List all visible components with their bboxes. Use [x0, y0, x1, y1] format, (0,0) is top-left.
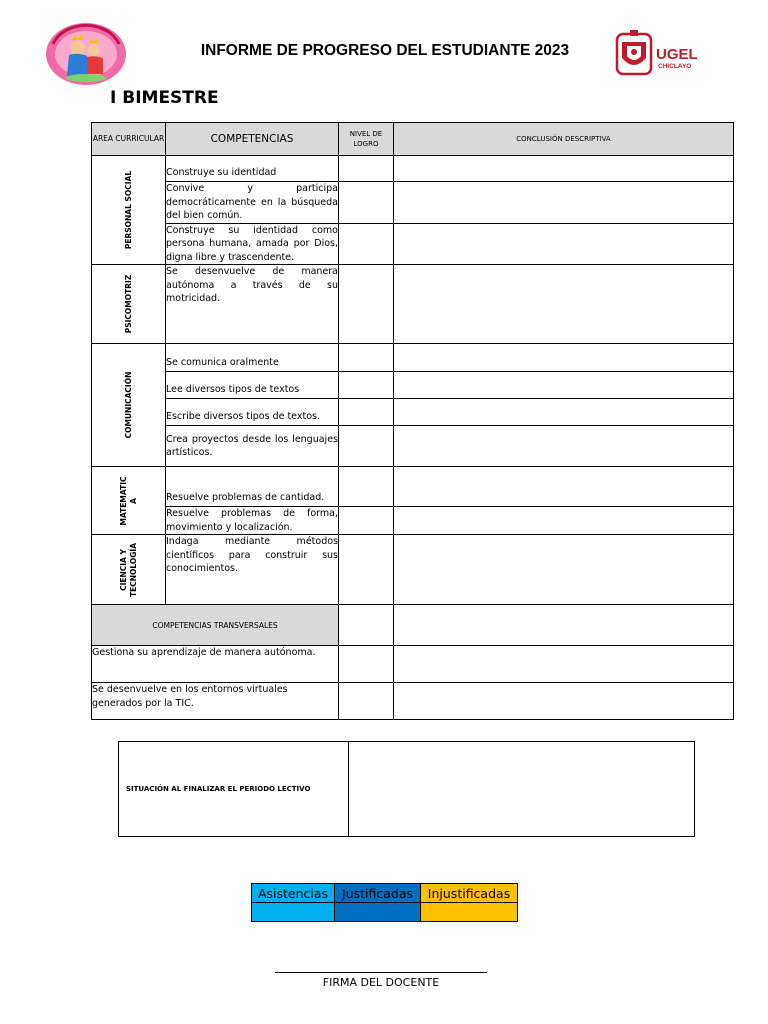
- area-psicomotriz: PSICOMOTRIZ: [92, 265, 166, 344]
- conclusion-cell[interactable]: [394, 156, 734, 182]
- competencia-cell: Lee diversos tipos de textos: [166, 372, 339, 399]
- table-row: [92, 646, 734, 683]
- conclusion-cell[interactable]: [394, 372, 734, 399]
- header-justificadas: Justificadas: [335, 884, 421, 903]
- area-personal-social: PERSONAL SOCIAL: [92, 156, 166, 265]
- nivel-cell[interactable]: [339, 344, 394, 372]
- signature-line: [275, 972, 487, 973]
- competencia-cell: Crea proyectos desde los lenguajes artísticos.: [166, 426, 339, 467]
- nivel-cell[interactable]: [339, 467, 394, 507]
- table-row: [92, 156, 734, 182]
- ugel-logo-subtext: CHICLAYO: [658, 63, 692, 70]
- nivel-cell[interactable]: [339, 156, 394, 182]
- attendance-table: [251, 883, 518, 922]
- conclusion-cell[interactable]: [394, 265, 734, 344]
- header-asistencias: Asistencias: [252, 884, 335, 903]
- nivel-cell[interactable]: [339, 605, 394, 646]
- table-row: [92, 683, 734, 720]
- table-row: [92, 223, 734, 265]
- conclusion-cell[interactable]: [394, 467, 734, 507]
- nivel-cell[interactable]: [339, 535, 394, 605]
- competencia-cell: Construye su identidad como persona humana, amada por Dios, digna libre y trascendente.: [166, 224, 338, 263]
- nivel-cell[interactable]: [339, 646, 394, 683]
- nivel-cell[interactable]: [339, 683, 394, 720]
- asistencias-value-cell[interactable]: [252, 903, 335, 922]
- header-area: AREA CURRICULAR: [92, 123, 166, 156]
- header-conclusion: CONCLUSIÓN DESCRIPTIVA: [394, 123, 734, 156]
- table-header-row: [92, 123, 734, 156]
- nivel-cell[interactable]: [339, 426, 394, 467]
- area-comunicacion: COMUNICACIÓN: [92, 344, 166, 467]
- area-matematica: MATEMATIC A: [92, 467, 166, 535]
- injustificadas-value-cell[interactable]: [421, 903, 518, 922]
- competencia-cell: Resuelve problemas de forma, movimiento y localización.: [166, 508, 338, 533]
- table-row: [92, 372, 734, 399]
- competencia-cell: Construye su identidad: [166, 156, 339, 182]
- situacion-value-cell[interactable]: [349, 742, 694, 836]
- competencia-cell: Se desenvuelve de manera autónoma a través de su motricidad.: [166, 265, 339, 344]
- progress-table: [91, 122, 734, 720]
- nivel-cell[interactable]: [339, 372, 394, 399]
- header-injustificadas: Injustificadas: [421, 884, 518, 903]
- area-ciencia-tecnologia: CIENCIA Y TECNOLOGÍA: [92, 535, 166, 605]
- ugel-logo: [614, 28, 714, 80]
- ugel-logo-text: UGEL: [656, 46, 698, 63]
- justificadas-value-cell[interactable]: [335, 903, 421, 922]
- attendance-value-row: [252, 903, 518, 922]
- table-row: [92, 535, 734, 605]
- conclusion-cell[interactable]: [394, 683, 734, 720]
- transversales-label: COMPETENCIAS TRANSVERSALES: [92, 605, 339, 646]
- conclusion-cell[interactable]: [394, 182, 734, 224]
- transversales-header-row: [92, 605, 734, 646]
- conclusion-cell[interactable]: [394, 223, 734, 265]
- competencia-cell: Indaga mediante métodos científicos para construir sus conocimientos.: [166, 535, 339, 605]
- table-row: [92, 507, 734, 535]
- table-row: [92, 182, 734, 224]
- competencia-cell: Convive y participa democráticamente en la búsqueda del bien común.: [166, 183, 338, 221]
- competencia-cell: Resuelve problemas de cantidad.: [166, 467, 339, 507]
- situacion-box: [118, 741, 695, 837]
- competencia-cell: Escribe diversos tipos de textos.: [166, 399, 339, 426]
- table-row: [92, 265, 734, 344]
- conclusion-cell[interactable]: [394, 507, 734, 535]
- signature-label: FIRMA DEL DOCENTE: [322, 976, 440, 989]
- table-row: [92, 426, 734, 467]
- situacion-label: SITUACIÓN AL FINALIZAR EL PERIODO LECTIVO: [119, 742, 349, 836]
- conclusion-cell[interactable]: [394, 535, 734, 605]
- nivel-cell[interactable]: [339, 399, 394, 426]
- transversal-competencia-cell: Se desenvuelve en los entornos virtuales generados por la TIC.: [92, 683, 339, 720]
- nivel-cell[interactable]: [339, 507, 394, 535]
- conclusion-cell[interactable]: [394, 344, 734, 372]
- nivel-cell[interactable]: [339, 265, 394, 344]
- document-title: INFORME DE PROGRESO DEL ESTUDIANTE 2023: [200, 42, 570, 59]
- transversal-competencia-cell: Gestiona su aprendizaje de manera autónoma.: [92, 646, 339, 683]
- conclusion-cell[interactable]: [394, 426, 734, 467]
- table-row: [92, 399, 734, 426]
- period-heading: I BIMESTRE: [110, 88, 219, 108]
- attendance-header-row: [252, 884, 518, 903]
- header-nivel: NIVEL DE LOGRO: [339, 123, 394, 156]
- nivel-cell[interactable]: [339, 182, 394, 224]
- conclusion-cell[interactable]: [394, 605, 734, 646]
- table-row: [92, 467, 734, 507]
- conclusion-cell[interactable]: [394, 399, 734, 426]
- competencia-cell: Se comunica oralmente: [166, 344, 339, 372]
- conclusion-cell[interactable]: [394, 646, 734, 683]
- table-row: [92, 344, 734, 372]
- header-competencias: COMPETENCIAS: [166, 123, 339, 156]
- school-crest-logo: [45, 22, 127, 86]
- nivel-cell[interactable]: [339, 223, 394, 265]
